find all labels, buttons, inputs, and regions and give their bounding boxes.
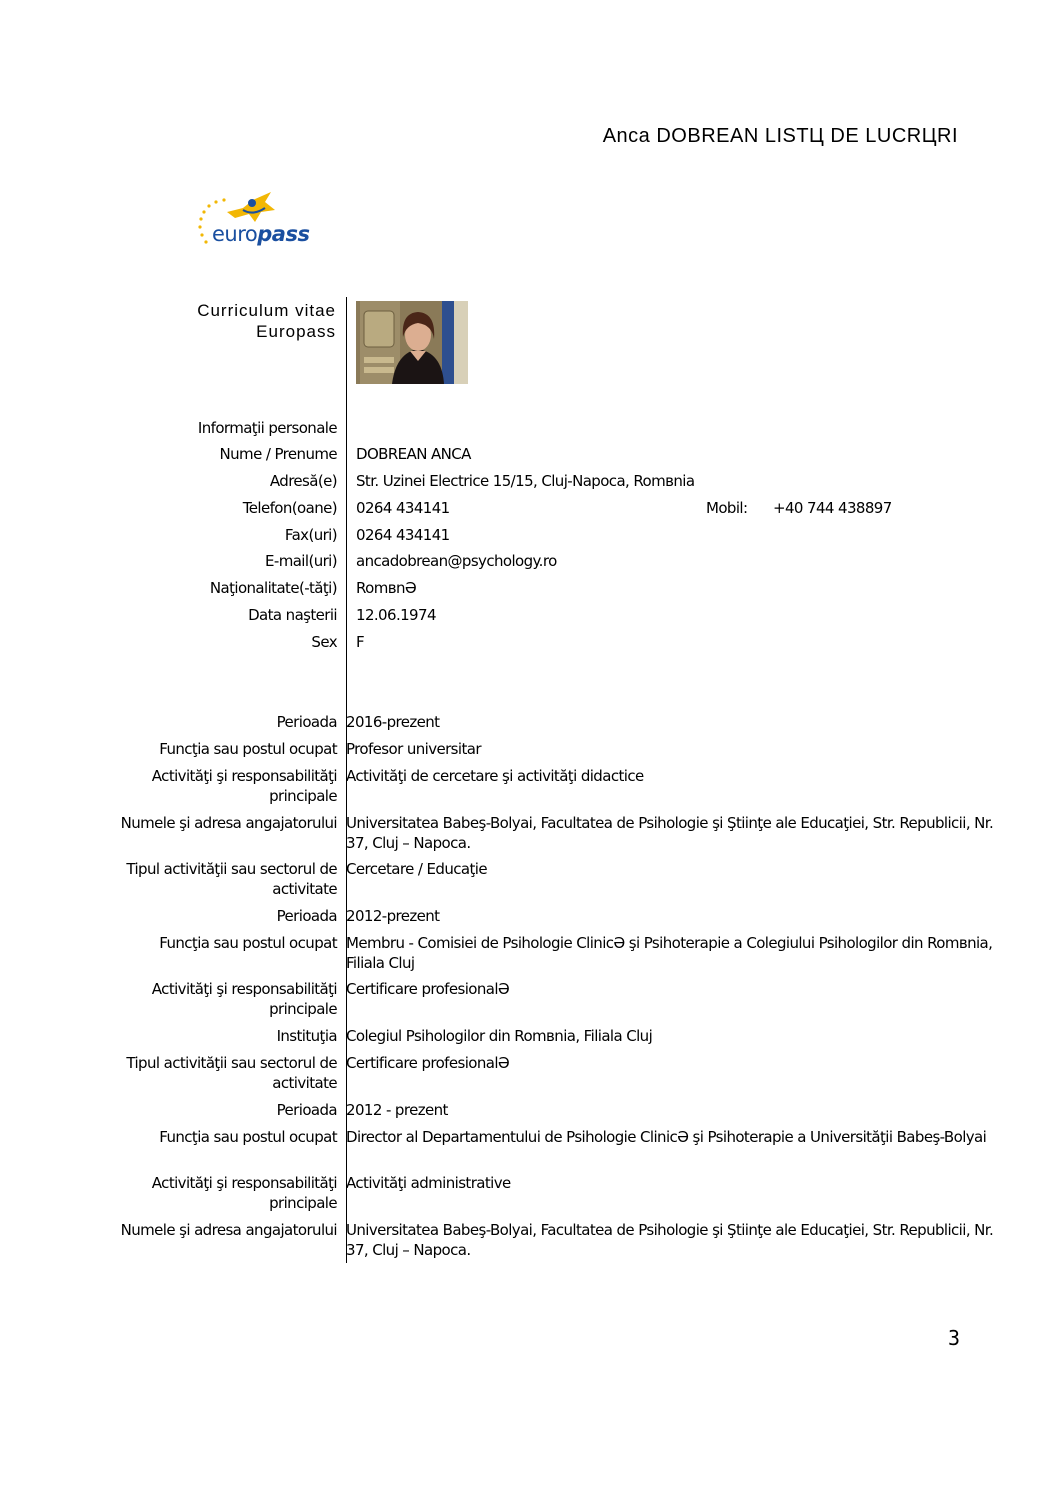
experience-label: Perioada xyxy=(276,713,337,731)
phone-label: Telefon(oane) xyxy=(242,499,337,517)
address-value: Str. Uzinei Electrice 15/15, Cluj-Napoca, Romвnia xyxy=(356,472,695,490)
experience-label: Activitӑţi şi responsabilitӑţi principale xyxy=(151,767,337,805)
experience-value: Profesor universitar xyxy=(346,740,481,758)
experience-value: Colegiul Psihologilor din Romвnia, Filiala Cluj xyxy=(346,1027,653,1045)
experience-value: Universitatea Babeş-Bolyai, Facultatea de Psihologie şi Ştiinţe ale Educaţiei, Str. Republicii, Nr. 37, Cluj – Napoca. xyxy=(346,1221,994,1259)
europass-logo xyxy=(195,190,315,255)
experience-label: Perioada xyxy=(276,907,337,925)
profile-photo xyxy=(356,301,468,384)
sex-value: F xyxy=(356,633,365,651)
experience-label: Activitӑţi şi responsabilitӑţi principale xyxy=(151,1174,337,1212)
phone-value: 0264 434141 xyxy=(356,499,450,517)
name-label: Nume / Prenume xyxy=(219,445,337,463)
experience-label: Perioada xyxy=(276,1101,337,1119)
page-header-title: Anca DOBREAN LISTЦ DE LUCRЦRI xyxy=(602,125,958,147)
experience-label: Funcţia sau postul ocupat xyxy=(159,1128,337,1146)
mobile-value: +40 744 438897 xyxy=(773,499,892,517)
experience-value: 2012-prezent xyxy=(346,907,440,925)
experience-label: Tipul activitӑţii sau sectorul de activitate xyxy=(126,1054,337,1092)
experience-label: Tipul activitӑţii sau sectorul de activitate xyxy=(126,860,337,898)
cv-title-line1: Curriculum vitae xyxy=(197,301,336,320)
birthdate-value: 12.06.1974 xyxy=(356,606,436,624)
experience-value: Activitӑţi administrative xyxy=(346,1174,511,1192)
cv-title-line2: Europass xyxy=(256,322,336,341)
fax-label: Fax(uri) xyxy=(284,526,337,544)
personal-info-heading: Informaţii personale xyxy=(197,419,337,437)
nationality-value: RomвnӘ xyxy=(356,579,417,597)
experience-value: Director al Departamentului de Psihologie ClinicӘ şi Psihoterapie a Universitӑţii Babeş-Bolyai xyxy=(346,1128,987,1146)
address-label: Adresӑ(e) xyxy=(269,472,337,490)
experience-value: Certificare profesionalӘ xyxy=(346,980,510,998)
experience-label: Funcţia sau postul ocupat xyxy=(159,740,337,758)
experience-value: Membru - Comisiei de Psihologie ClinicӘ şi Psihoterapie a Colegiului Psihologilor din Romвnia, Filiala Cluj xyxy=(346,934,993,972)
experience-label: Activitӑţi şi responsabilitӑţi principale xyxy=(151,980,337,1018)
experience-value: Activitӑţi de cercetare şi activitӑţi didactice xyxy=(346,767,644,785)
cv-title xyxy=(197,300,336,342)
experience-value: Cercetare / Educaţie xyxy=(346,860,487,878)
nationality-label: Naţionalitate(-tӑţi) xyxy=(209,579,337,597)
experience-value: 2016-prezent xyxy=(346,713,440,731)
experience-value: 2012 - prezent xyxy=(346,1101,448,1119)
experience-value: Certificare profesionalӘ xyxy=(346,1054,510,1072)
mobile-label: Mobil: xyxy=(706,499,748,517)
europass-wordmark: europass xyxy=(212,222,310,246)
email-label: E-mail(uri) xyxy=(265,552,337,570)
experience-label: Funcţia sau postul ocupat xyxy=(159,934,337,952)
name-value: DOBREAN ANCA xyxy=(356,445,471,463)
email-value: ancadobrean@psychology.ro xyxy=(356,552,557,570)
fax-value: 0264 434141 xyxy=(356,526,450,544)
experience-label: Instituţia xyxy=(276,1027,337,1045)
page-number: 3 xyxy=(948,1326,961,1350)
experience-value: Universitatea Babeş-Bolyai, Facultatea de Psihologie şi Ştiinţe ale Educaţiei, Str. Republicii, Nr. 37, Cluj – Napoca. xyxy=(346,814,994,852)
experience-label: Numele şi adresa angajatorului xyxy=(120,1221,337,1239)
experience-label: Numele şi adresa angajatorului xyxy=(120,814,337,832)
birthdate-label: Data naşterii xyxy=(248,606,337,624)
sex-label: Sex xyxy=(311,633,337,651)
